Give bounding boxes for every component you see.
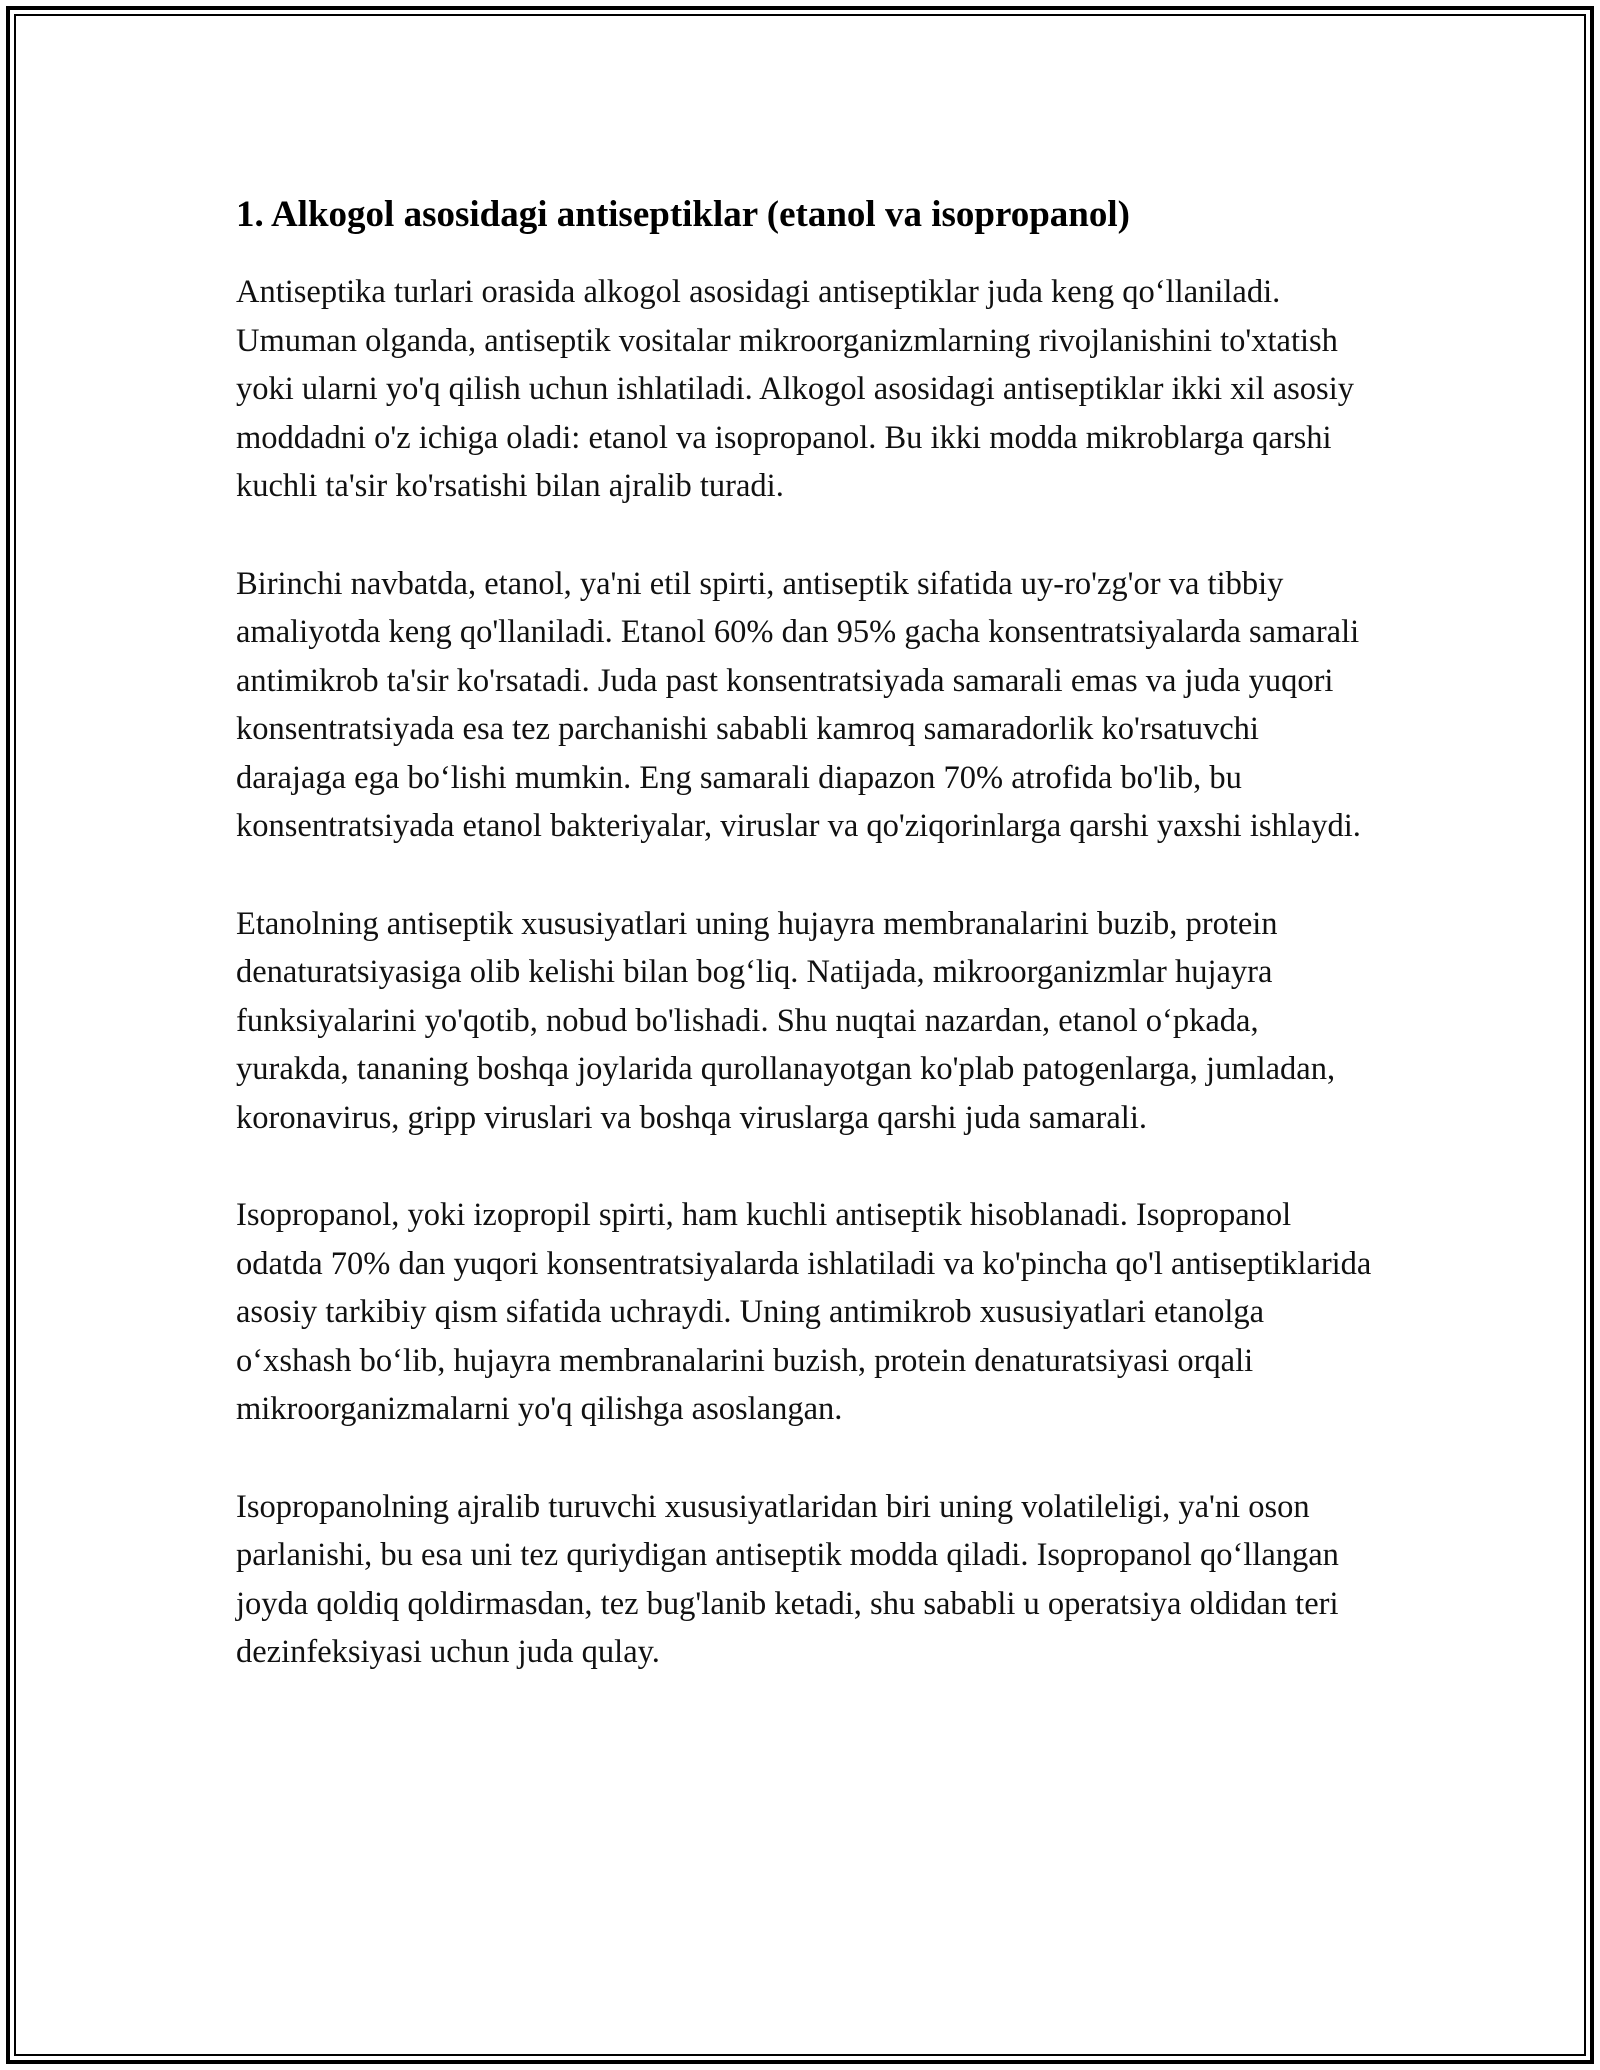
paragraph-5: Isopropanolning ajralib turuvchi xususiyatlaridan biri uning volatileligi, ya'ni oson parlanishi, bu esa uni tez quriydigan antiseptik modda qiladi. Isopropanol qo‘llangan joyda qoldiq qoldirmasdan, tez bug'lanib ketadi, shu sababli u operatsiya oldidan teri dezinfeksiyasi uchun juda qulay. bbox=[236, 1488, 1339, 1670]
document-body bbox=[236, 186, 1372, 1677]
section-heading: 1. Alkogol asosidagi antiseptiklar (etanol va isopropanol) bbox=[236, 194, 1130, 235]
paragraph-1: Antiseptika turlari orasida alkogol asosidagi antiseptiklar juda keng qo‘llaniladi. Umuman olganda, antiseptik vositalar mikroorganizmlarning rivojlanishini to'xtatish yoki ularni yo'q qilish uchun ishlatiladi. Alkogol asosidagi antiseptiklar ikki xil asosiy moddadni o'z ichiga oladi: etanol va isopropanol. Bu ikki modda mikroblarga qarshi kuchli ta'sir ko'rsatishi bilan ajralib turadi. bbox=[236, 274, 1354, 504]
paragraph-3: Etanolning antiseptik xususiyatlari uning hujayra membranalarini buzib, protein denaturatsiyasiga olib kelishi bilan bog‘liq. Natijada, mikroorganizmlar hujayra funksiyalarini yo'qotib, nobud bo'lishadi. Shu nuqtai nazardan, etanol o‘pkada, yurakda, tananing boshqa joylarida qurollanayotgan ko'plab patogenlarga, jumladan, koronavirus, gripp viruslari va boshqa viruslarga qarshi juda samarali. bbox=[236, 905, 1336, 1136]
paragraph-4: Isopropanol, yoki izopropil spirti, ham kuchli antiseptik hisoblanadi. Isopropanol odatda 70% dan yuqori konsentratsiyalarda ishlatiladi va ko'pincha qo'l antiseptiklarida asosiy tarkibiy qism sifatida uchraydi. Uning antimikrob xususiyatlari etanolga o‘xshash bo‘lib, hujayra membranalarini buzish, protein denaturatsiyasi orqali mikroorganizmalarni yo'q qilishga asoslangan. bbox=[236, 1197, 1372, 1427]
paragraph-2: Birinchi navbatda, etanol, ya'ni etil spirti, antiseptik sifatida uy-ro'zg'or va tibbiy amaliyotda keng qo'llaniladi. Etanol 60% dan 95% gacha konsentratsiyalarda samarali antimikrob ta'sir ko'rsatadi. Juda past konsentratsiyada samarali emas va juda yuqori konsentratsiyada esa tez parchanishi sababli kamroq samaradorlik ko'rsatuvchi darajaga ega bo‘lishi mumkin. Eng samarali diapazon 70% atrofida bo'lib, bu konsentratsiyada etanol bakteriyalar, viruslar va qo'ziqorinlarga qarshi yaxshi ishlaydi. bbox=[236, 565, 1361, 844]
